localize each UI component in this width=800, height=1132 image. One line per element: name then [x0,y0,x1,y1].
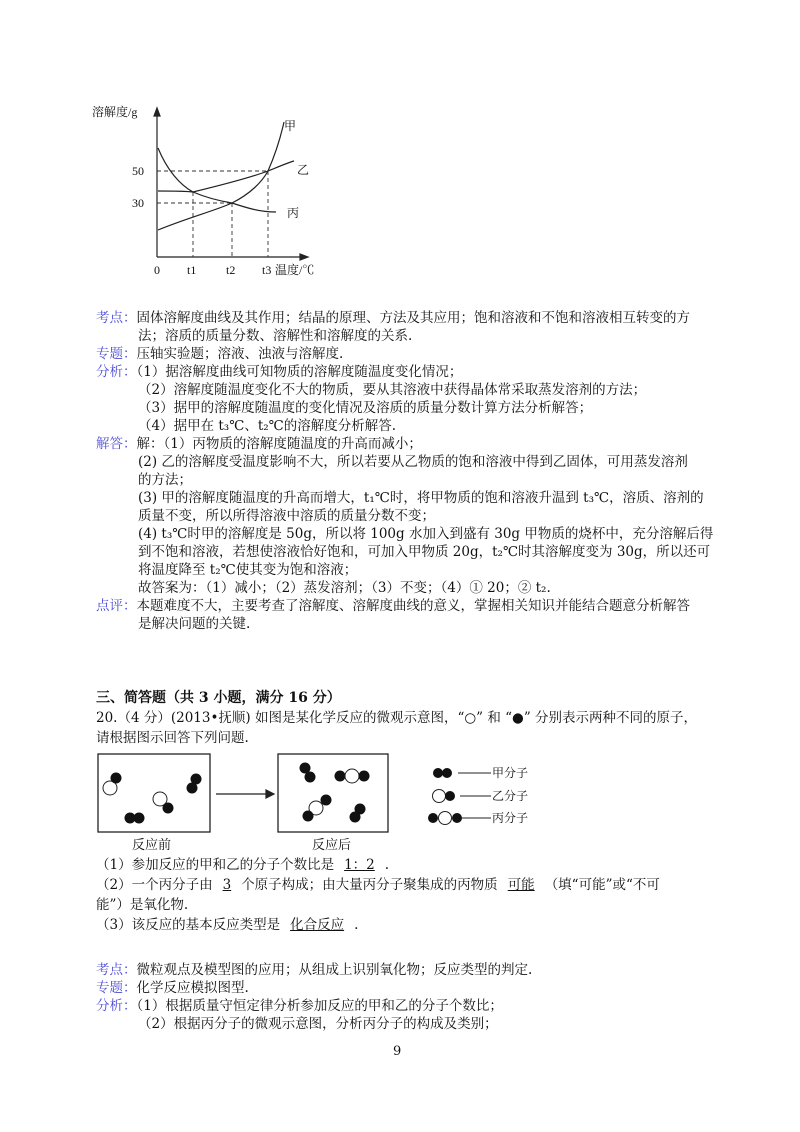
fenxi-label: 分析： [96,364,137,380]
legend-jia: 甲分子 [492,766,529,780]
kaodian-line-1: 考点：固体溶解度曲线及其作用；结晶的原理、方法及其应用；饱和溶液和不饱和溶液相互转变的方 [96,310,690,326]
fenxi-line-1: 分析：（1）据溶解度曲线可知物质的溶解度随温度变化情况； [96,364,463,380]
q20-zhuanti-label: 专题： [96,980,137,996]
q20-answer-1: （1）参加反应的甲和乙的分子个数比是 1：2 . [96,857,390,873]
fenxi-line-4: （4）据甲在 t₃℃、t₂℃的溶解度分析解答. [138,418,397,434]
dianping-line-1: 点评：本题难度不大，主要考查了溶解度、溶解度曲线的意义，掌握相关知识并能结合题意分析解答 [96,598,690,614]
jieda-line-1: 解答：解：（1）丙物质的溶解度随温度的升高而减小； [96,436,422,452]
x-axis-label: 温度/℃ [275,263,315,277]
kaodian-label: 考点： [96,310,137,326]
x-tick-t1: t1 [187,263,197,277]
molecule-legend [428,768,491,825]
jieda-line-4: (3) 甲的溶解度随温度的升高而增大，t₁℃时，将甲物质的饱和溶液升温到 t₃℃，溶质、溶剂的 [138,490,704,506]
answer-blank-4: 化合反应 [290,917,345,933]
section-heading: 三、简答题（共 3 小题，满分 16 分） [96,690,341,706]
after-label: 反应后 [312,837,352,852]
y-tick-50: 50 [132,164,144,178]
reaction-diagram [96,752,546,852]
jieda-line-6: (4) t₃℃时甲的溶解度是 50g，所以将 100g 水加入到盛有 30g 甲物质的烧杯中，充分溶解后得 [138,526,714,542]
page-number: 9 [393,1044,402,1059]
y-axis-label: 溶解度/g [92,105,138,119]
fenxi-line-3: （3）据甲的溶解度随温度的变化情况及溶质的质量分数计算方法分析解答； [138,400,593,416]
jieda-line-3: 的方法； [138,472,192,488]
q20-answer-3: （3）该反应的基本反应类型是 化合反应 . [96,917,359,933]
x-tick-t2: t2 [226,263,236,277]
jieda-answer-summary: 故答案为：（1）减小；（2）蒸发溶剂；（3）不变；（4）① 20；② t₂. [138,580,551,596]
solubility-chart [92,100,332,285]
q20-fenxi-1: 分析：（1）根据质量守恒定律分析参加反应的甲和乙的分子个数比； [96,998,503,1014]
jieda-line-7: 到不饱和溶液，若想使溶液恰好饱和，可加入甲物质 20g，t₂℃时其溶解度变为 30g，所以还可 [138,544,711,560]
legend-bing: 丙分子 [492,811,529,825]
answer-blank-3: 可能 [507,877,535,893]
series-label-yi: 乙 [297,163,310,177]
x-tick-t3: t3 [262,263,272,277]
y-tick-30: 30 [132,196,144,210]
fenxi-line-2: （2）溶解度随温度变化不大的物质，要从其溶液中获得晶体常采取蒸发溶剂的方法； [138,382,647,398]
q20-zhuanti: 专题：化学反应模拟图型. [96,980,249,996]
zhuanti-line: 专题：压轴实验题；溶液、浊液与溶解度. [96,346,344,362]
before-label: 反应前 [132,837,172,852]
answer-blank-2: 3 [222,877,232,893]
q20-fenxi-label: 分析： [96,998,137,1014]
jieda-label: 解答： [96,436,137,452]
dianping-label: 点评： [96,598,137,614]
series-label-jia: 甲 [284,119,297,133]
q20-stem-line-1: 20.（4 分）(2013•抚顺) 如图是某化学反应的微观示意图，“○” 和 “●” 分别表示两种不同的原子， [96,710,698,726]
q20-kaodian-label: 考点： [96,962,137,978]
series-label-bing: 丙 [287,206,300,220]
zhuanti-label: 专题： [96,346,137,362]
x-tick-0: 0 [154,263,160,277]
answer-blank-1: 1：2 [344,857,375,873]
q20-answer-2-cont: 能”）是氧化物. [96,897,189,913]
dianping-line-2: 是解决问题的关键. [138,616,251,632]
q20-fenxi-2: （2）根据丙分子的微观示意图，分析丙分子的构成及类别； [138,1016,498,1032]
jieda-line-8: 将温度降至 t₂℃使其变为饱和溶液； [138,562,358,578]
kaodian-line-2: 法；溶质的质量分数、溶解性和溶解度的关系. [138,328,413,344]
q20-answer-2: （2）一个丙分子由 3 个原子构成；由大量丙分子聚集成的丙物质 可能 （填“可能”或“不可 [96,877,660,893]
legend-yi: 乙分子 [492,789,529,803]
q20-stem-line-2: 请根据图示回答下列问题. [96,730,249,746]
q20-kaodian: 考点：微粒观点及模型图的应用；从组成上识别氧化物；反应类型的判定. [96,962,533,978]
jieda-line-5: 质量不变，所以所得溶液中溶质的质量分数不变； [138,508,435,524]
jieda-line-2: (2) 乙的溶解度受温度影响不大，所以若要从乙物质的饱和溶液中得到乙固体，可用蒸发溶剂 [138,454,688,470]
